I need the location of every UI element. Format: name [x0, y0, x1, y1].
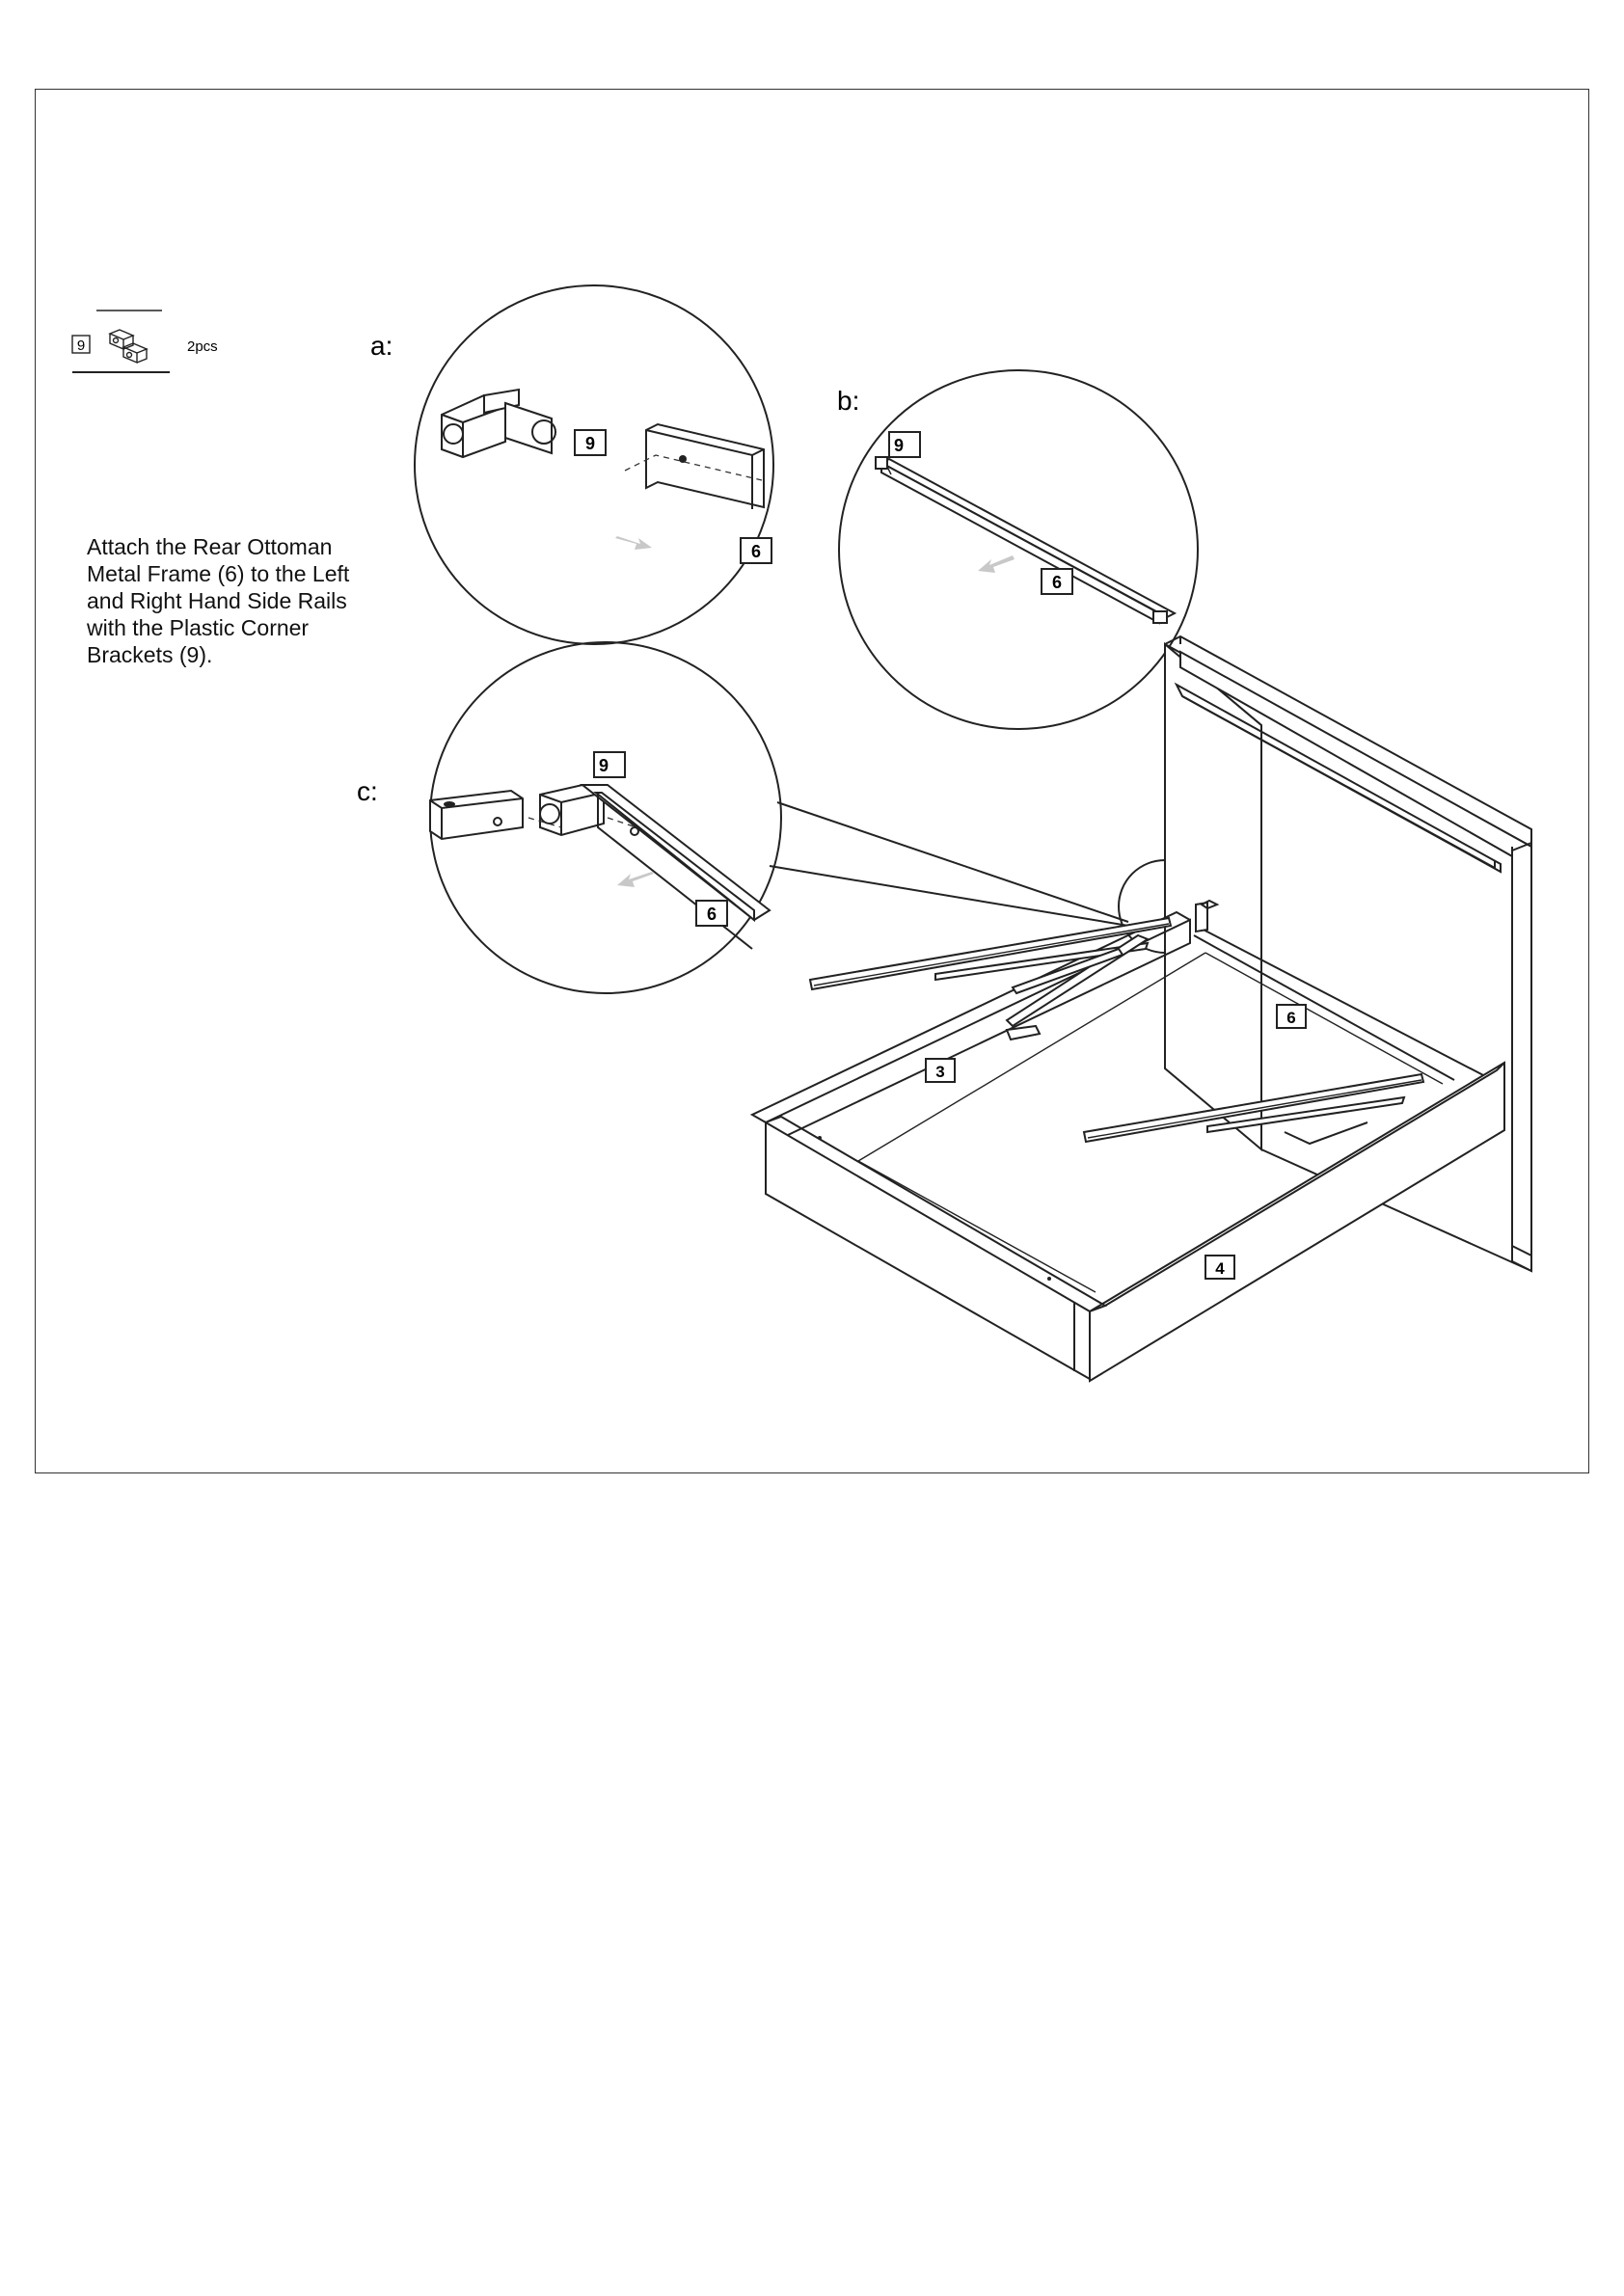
part-4-label: 4 [1215, 1259, 1225, 1278]
detail-b-circle [839, 370, 1198, 729]
detail-b-label: b: [837, 386, 860, 416]
detail-a-part-9-label: 9 [584, 434, 596, 453]
part-number-label: 9 [76, 338, 86, 354]
detail-b-part-6-label: 6 [1051, 573, 1063, 592]
detail-c-label: c: [357, 776, 378, 806]
detail-c-circle [430, 642, 781, 993]
detail-a-label: a: [370, 331, 393, 361]
part-6-label: 6 [1286, 1009, 1296, 1027]
leader-line-top [777, 802, 1128, 922]
detail-b-part-9-label: 9 [893, 436, 905, 455]
parts-box [72, 311, 218, 372]
detail-a-part-6-label: 6 [750, 542, 762, 561]
bed-assembly [752, 636, 1531, 1381]
leader-line-bottom [770, 866, 1128, 926]
corner-bracket-icon [110, 330, 147, 363]
detail-a-circle [415, 285, 773, 644]
part-3-label: 3 [935, 1063, 945, 1081]
part-quantity: 2pcs [187, 338, 218, 355]
instruction-text: Attach the Rear Ottoman Metal Frame (6) to the Left and Right Hand Side Rails with the Plastic Corner Brackets (9). [87, 534, 350, 667]
detail-c-part-6-label: 6 [706, 905, 717, 924]
detail-c-part-9-label: 9 [598, 756, 609, 775]
